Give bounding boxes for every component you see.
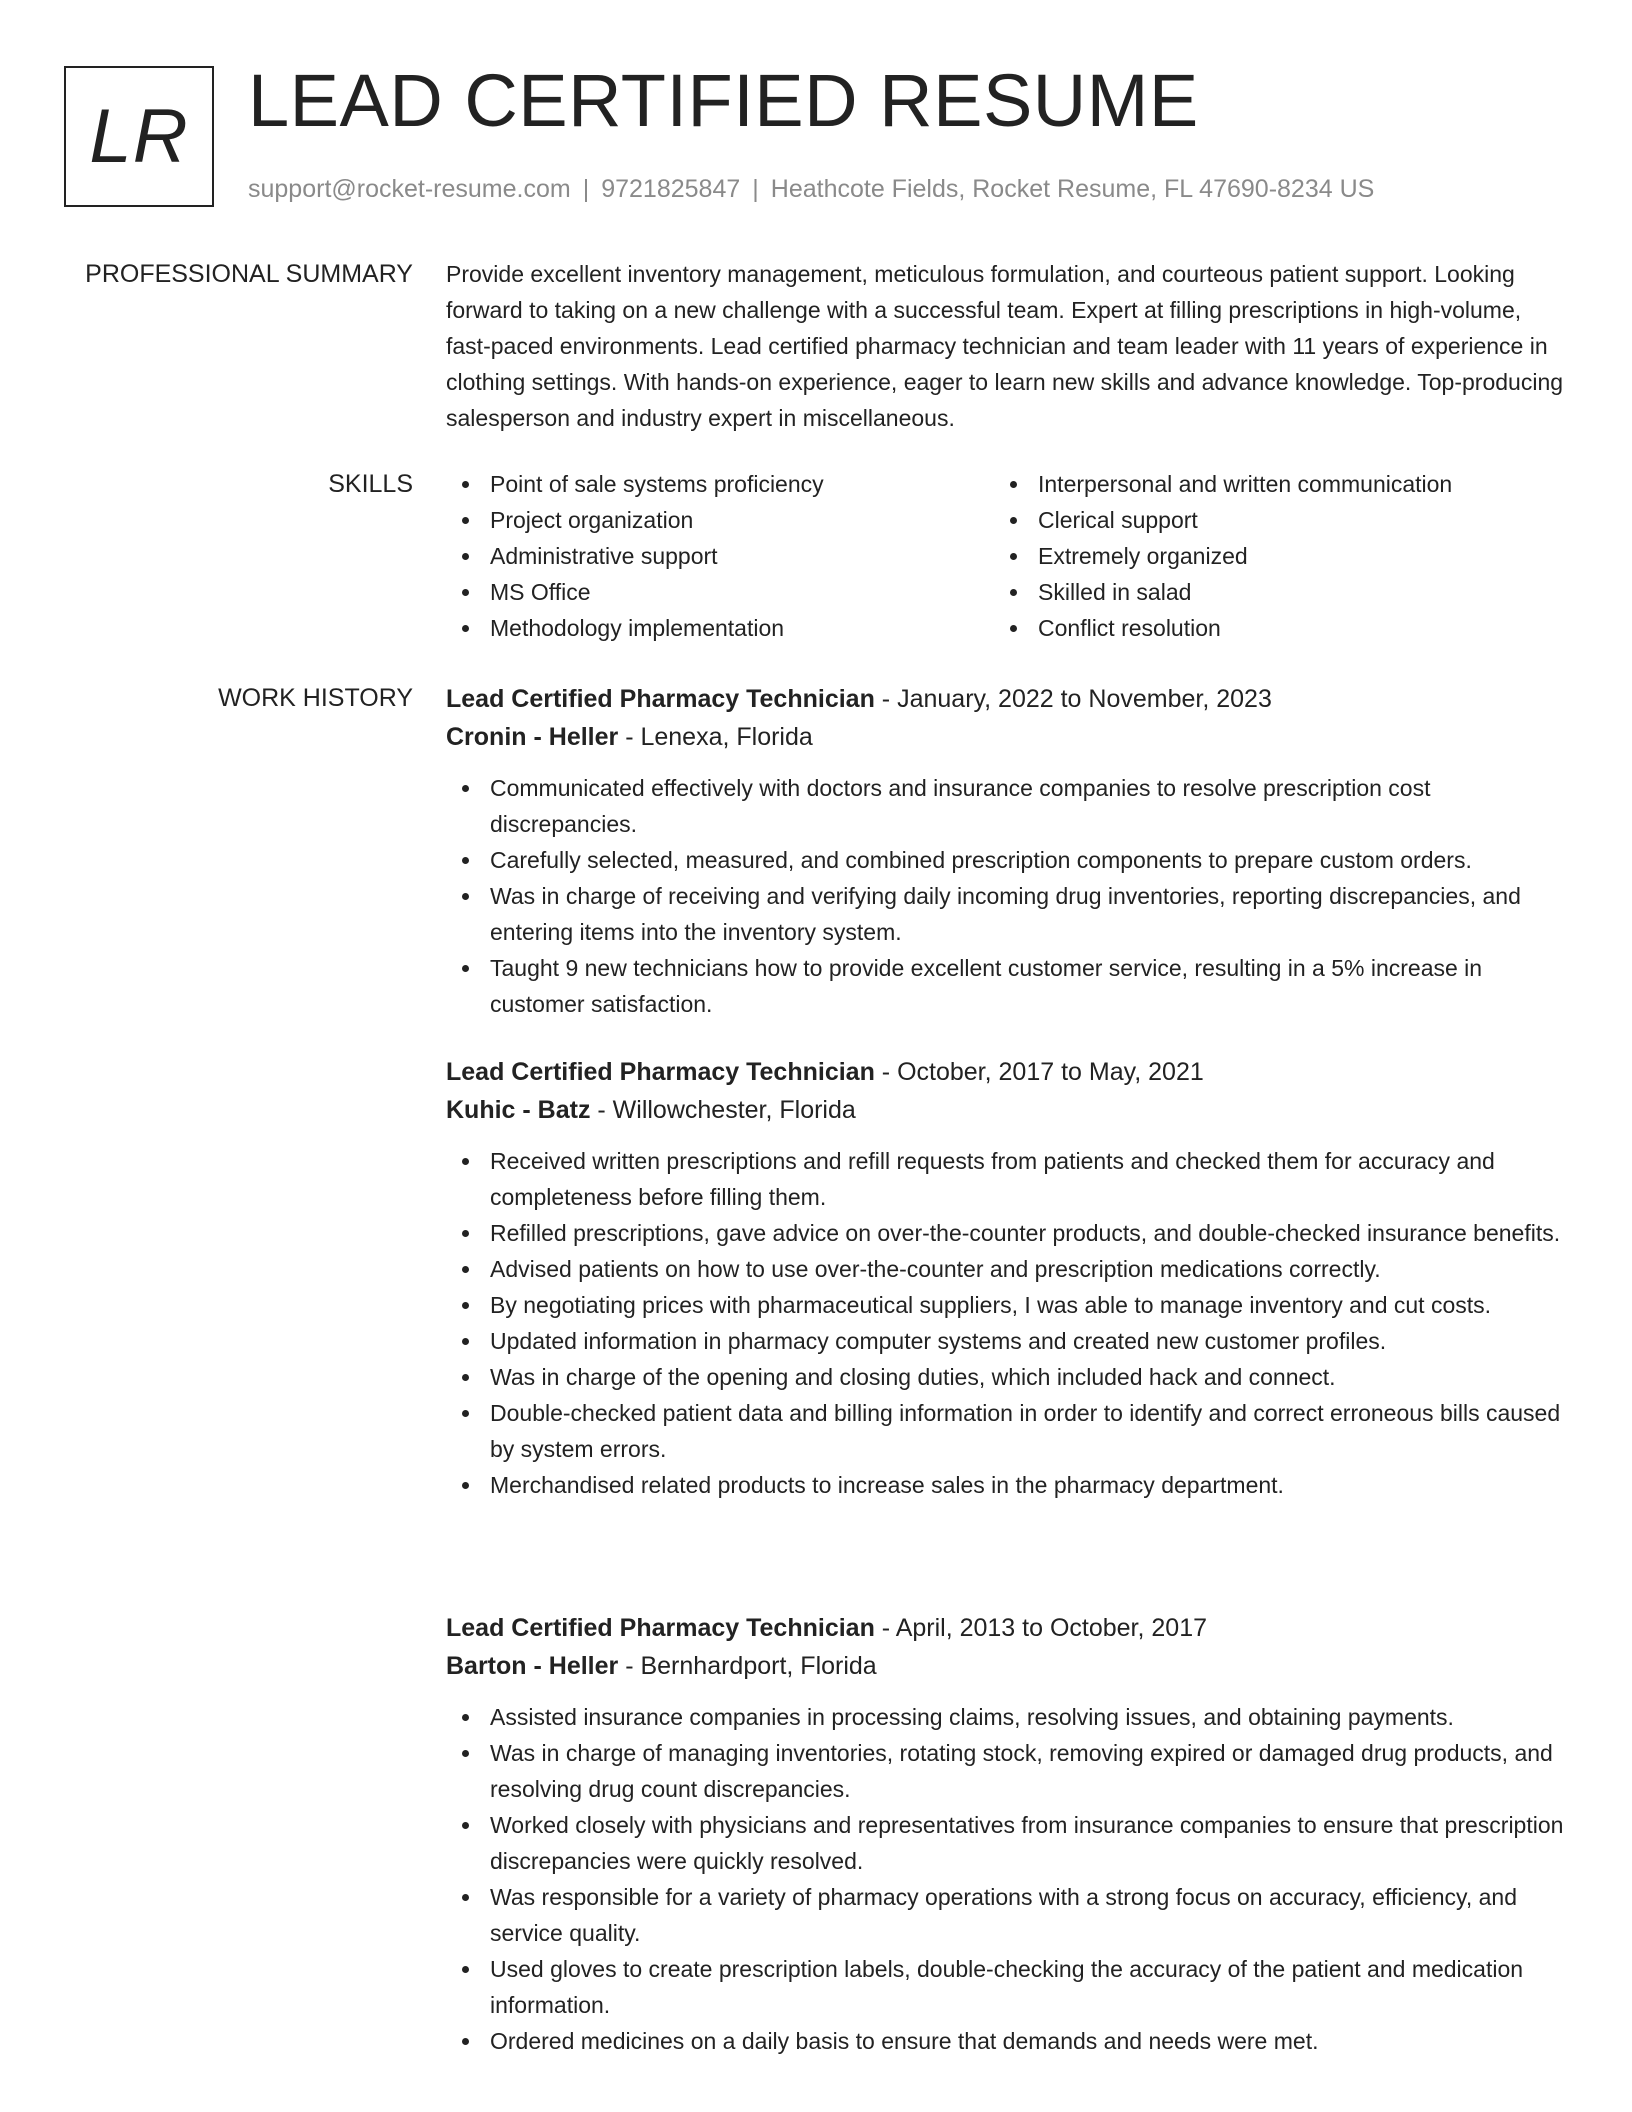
bullet-dot-icon	[462, 1822, 469, 1829]
bullet-text: Taught 9 new technicians how to provide excellent customer service, resulting in a 5% increase in customer satisfaction.	[490, 955, 1483, 1017]
skill-item	[490, 466, 994, 502]
bullet-text: Merchandised related products to increase sales in the pharmacy department.	[490, 1472, 1284, 1498]
job-entry	[446, 680, 1564, 1022]
bullet-item	[490, 2023, 1564, 2059]
job-location: - Willowchester, Florida	[590, 1096, 856, 1124]
contact-separator: |	[582, 175, 590, 203]
bullet-dot-icon	[462, 625, 469, 632]
job-entry	[446, 1053, 1564, 1503]
monogram-logo	[64, 66, 214, 207]
bullet-text: Was in charge of the opening and closing duties, which included hack and connect.	[490, 1364, 1336, 1390]
bullet-dot-icon	[462, 1750, 469, 1757]
summary-heading: PROFESSIONAL SUMMARY	[85, 260, 413, 288]
bullet-dot-icon	[1010, 589, 1017, 596]
bullet-text: Used gloves to create prescription labels, double-checking the accuracy of the patient and medication information.	[490, 1956, 1524, 2018]
bullet-dot-icon	[462, 1410, 469, 1417]
bullet-text: Refilled prescriptions, gave advice on over-the-counter products, and double-checked insurance benefits.	[490, 1220, 1561, 1246]
bullet-text: Methodology implementation	[490, 615, 785, 641]
bullet-dot-icon	[462, 1374, 469, 1381]
bullet-text: Conflict resolution	[1038, 615, 1221, 641]
skill-item	[490, 538, 994, 574]
bullet-text: MS Office	[490, 579, 591, 605]
bullet-item	[490, 842, 1564, 878]
job-title: Lead Certified Pharmacy Technician	[446, 685, 875, 713]
bullet-text: Double-checked patient data and billing information in order to identify and correct erroneous bills caused by system errors.	[490, 1400, 1561, 1462]
job-company: Barton - Heller	[446, 1652, 619, 1680]
job-company-line	[446, 1091, 1564, 1129]
bullet-item	[490, 1699, 1564, 1735]
contact-address: Heathcote Fields, Rocket Resume, FL 47690-8234 US	[770, 175, 1375, 203]
bullet-dot-icon	[462, 1230, 469, 1237]
job-title: Lead Certified Pharmacy Technician	[446, 1058, 875, 1086]
contact-email: support@rocket-resume.com	[248, 175, 571, 203]
bullet-item	[490, 1395, 1564, 1467]
job-dates: - January, 2022 to November, 2023	[874, 685, 1272, 713]
job-bullets	[446, 1143, 1564, 1503]
bullet-dot-icon	[462, 893, 469, 900]
bullet-text: Extremely organized	[1038, 543, 1248, 569]
bullet-item	[490, 1359, 1564, 1395]
bullet-dot-icon	[462, 1966, 469, 1973]
bullet-dot-icon	[462, 1158, 469, 1165]
skills-heading: SKILLS	[328, 470, 413, 498]
bullet-text: Clerical support	[1038, 507, 1198, 533]
bullet-dot-icon	[462, 1482, 469, 1489]
bullet-text: Administrative support	[490, 543, 718, 569]
bullet-item	[490, 1251, 1564, 1287]
job-title-line	[446, 1053, 1564, 1091]
bullet-text: Carefully selected, measured, and combined prescription components to prepare custom orders.	[490, 847, 1472, 873]
bullet-item	[490, 1467, 1564, 1503]
bullet-dot-icon	[462, 1266, 469, 1273]
bullet-dot-icon	[462, 589, 469, 596]
bullet-item	[490, 950, 1564, 1022]
bullet-text: Ordered medicines on a daily basis to ensure that demands and needs were met.	[490, 2028, 1319, 2054]
job-bullets	[446, 770, 1564, 1022]
bullet-text: Project organization	[490, 507, 694, 533]
bullet-text: Assisted insurance companies in processing claims, resolving issues, and obtaining payments.	[490, 1704, 1454, 1730]
skill-item	[490, 574, 994, 610]
bullet-item	[490, 1143, 1564, 1215]
bullet-dot-icon	[1010, 517, 1017, 524]
bullet-text: Received written prescriptions and refill requests from patients and checked them for accuracy and completeness before filling them.	[490, 1148, 1495, 1210]
bullet-dot-icon	[462, 1894, 469, 1901]
skill-item	[490, 502, 994, 538]
job-location: - Lenexa, Florida	[618, 723, 813, 751]
bullet-item	[490, 1951, 1564, 2023]
skill-item	[1038, 538, 1542, 574]
skills-left-column	[446, 466, 994, 646]
summary-body	[446, 256, 1564, 436]
monogram-initials: LR	[89, 93, 189, 179]
bullet-text: Interpersonal and written communication	[1038, 471, 1453, 497]
bullet-item	[490, 1735, 1564, 1807]
skills-body	[446, 466, 1564, 646]
bullet-text: Was in charge of managing inventories, rotating stock, removing expired or damaged drug products, and resolving drug count discrepancies.	[490, 1740, 1553, 1802]
bullet-dot-icon	[462, 785, 469, 792]
bullet-text: Worked closely with physicians and representatives from insurance companies to ensure that prescription discrepancies were quickly resolved.	[490, 1812, 1564, 1874]
skills-columns	[446, 466, 1564, 646]
contact-phone: 9721825847	[601, 175, 741, 203]
job-company-line	[446, 718, 1564, 756]
bullet-text: Advised patients on how to use over-the-counter and prescription medications correctly.	[490, 1256, 1381, 1282]
bullet-dot-icon	[462, 2038, 469, 2045]
bullet-item	[490, 1807, 1564, 1879]
bullet-dot-icon	[462, 1302, 469, 1309]
bullet-dot-icon	[462, 965, 469, 972]
bullet-dot-icon	[462, 857, 469, 864]
bullet-text: Was in charge of receiving and verifying daily incoming drug inventories, reporting discrepancies, and entering items into the inventory system.	[490, 883, 1521, 945]
skill-item	[1038, 502, 1542, 538]
bullet-item	[490, 1323, 1564, 1359]
job-title-line	[446, 1609, 1564, 1647]
job-bullets	[446, 1699, 1564, 2059]
skill-item	[1038, 610, 1542, 646]
bullet-dot-icon	[462, 481, 469, 488]
job-location: - Bernhardport, Florida	[618, 1652, 877, 1680]
bullet-text: Communicated effectively with doctors and insurance companies to resolve prescription cost discrepancies.	[490, 775, 1431, 837]
bullet-dot-icon	[462, 517, 469, 524]
job-title-line	[446, 680, 1564, 718]
bullet-dot-icon	[1010, 625, 1017, 632]
summary-text: Provide excellent inventory management, meticulous formulation, and courteous patient support. Looking forward to taking on a new challenge with a successful team. Expert at filling prescriptions in high-volume, fast-paced environments. Lead certified pharmacy technician and team leader with 11 years of experience in clothing settings. With hands-on experience, eager to learn new skills and advance knowledge. Top-producing salesperson and industry expert in miscellaneous.	[446, 261, 1564, 431]
bullet-dot-icon	[462, 1338, 469, 1345]
skill-item	[1038, 574, 1542, 610]
skill-item	[1038, 466, 1542, 502]
bullet-item	[490, 770, 1564, 842]
bullet-dot-icon	[1010, 553, 1017, 560]
skill-item	[490, 610, 994, 646]
contact-line	[248, 174, 1374, 204]
bullet-item	[490, 1287, 1564, 1323]
bullet-text: Skilled in salad	[1038, 579, 1192, 605]
resume-title: LEAD CERTIFIED RESUME	[248, 59, 1199, 142]
skills-right-column	[994, 466, 1542, 646]
bullet-dot-icon	[462, 1714, 469, 1721]
contact-separator: |	[752, 175, 759, 203]
bullet-item	[490, 1215, 1564, 1251]
bullet-text: Point of sale systems proficiency	[490, 471, 824, 497]
job-dates: - October, 2017 to May, 2021	[874, 1058, 1204, 1086]
job-title: Lead Certified Pharmacy Technician	[446, 1614, 875, 1642]
bullet-item	[490, 1879, 1564, 1951]
job-company: Kuhic - Batz	[446, 1096, 591, 1124]
job-dates: - April, 2013 to October, 2017	[874, 1614, 1208, 1642]
bullet-text: By negotiating prices with pharmaceutical suppliers, I was able to manage inventory and cut costs.	[490, 1292, 1492, 1318]
bullet-text: Updated information in pharmacy computer systems and created new customer profiles.	[490, 1328, 1387, 1354]
job-entry	[446, 1609, 1564, 2059]
bullet-item	[490, 878, 1564, 950]
bullet-text: Was responsible for a variety of pharmacy operations with a strong focus on accuracy, efficiency, and service quality.	[490, 1884, 1517, 1946]
bullet-dot-icon	[1010, 481, 1017, 488]
job-company-line	[446, 1647, 1564, 1685]
bullet-dot-icon	[462, 553, 469, 560]
job-company: Cronin - Heller	[446, 723, 619, 751]
work-heading: WORK HISTORY	[218, 684, 413, 712]
